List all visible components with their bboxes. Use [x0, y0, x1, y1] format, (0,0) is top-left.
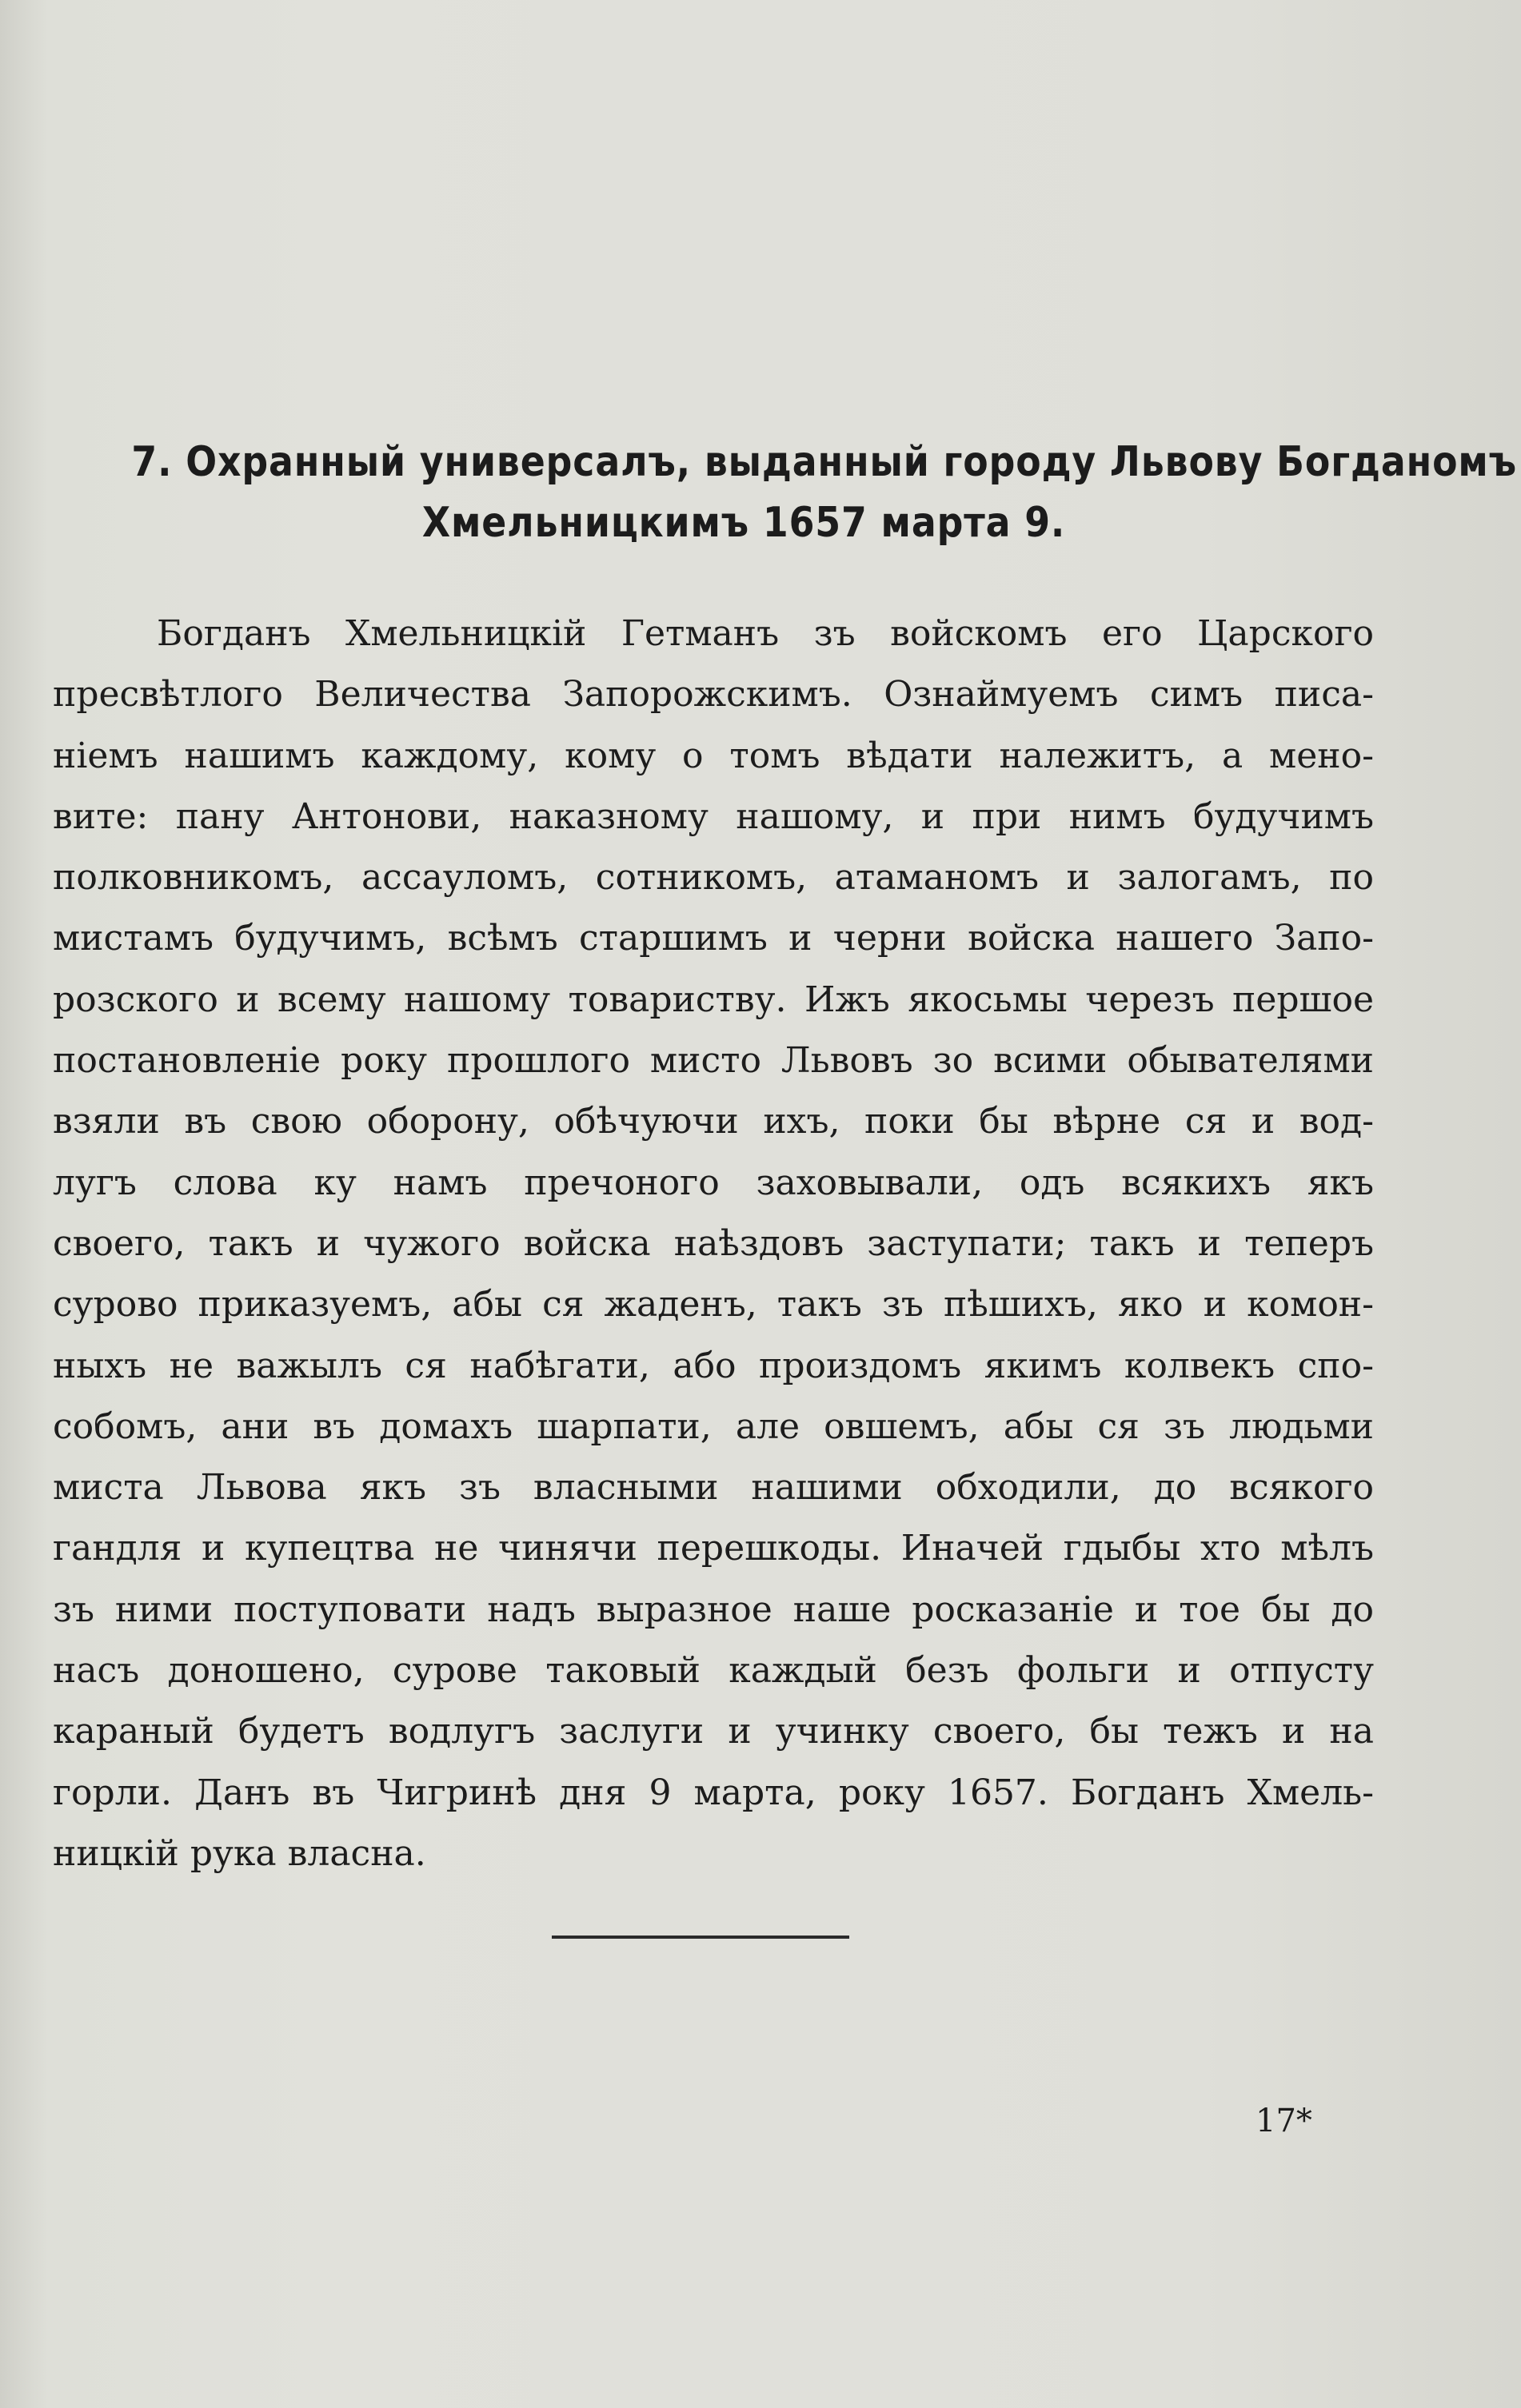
- text-line: вите: пану Антонови, наказному нашому, и при нимъ будучимъ: [53, 795, 1374, 837]
- heading-line-1: 7. Охранный универсалъ, выданный городу Львову Богданомъ: [131, 438, 1517, 486]
- page-number: 17*: [1256, 2103, 1312, 2139]
- text-line: взяли въ свою оборону, обѣчуючи ихъ, поки бы вѣрне ся и вод-: [53, 1101, 1374, 1142]
- document-heading: [131, 432, 1517, 553]
- body-paragraph: [53, 604, 1374, 1884]
- heading-line-2: Хмельницкимъ 1657 марта 9.: [421, 499, 1066, 547]
- text-line: постановленіе року прошлого мисто Львовъ зо всими обывателями: [53, 1040, 1374, 1082]
- text-line: насъ доношено, сурове таковый каждый безъ фольги и отпусту: [53, 1650, 1374, 1692]
- text-line: лугъ слова ку намъ пречоного заховывали, одъ всякихъ якъ: [53, 1162, 1374, 1203]
- text-line: ницкій рука власна.: [53, 1832, 426, 1874]
- text-line: караный будетъ водлугъ заслуги и учинку своего, бы тежъ и на: [53, 1711, 1374, 1752]
- text-line: горли. Данъ въ Чигринѣ дня 9 марта, року 1657. Богданъ Хмель-: [53, 1772, 1374, 1813]
- text-line: миста Львова якъ зъ власными нашими обходили, до всякого: [53, 1467, 1374, 1509]
- text-line: пресвѣтлого Величества Запорожскимъ. Ознаймуемъ симъ писа-: [53, 674, 1374, 716]
- text-line: гандля и купецтва не чинячи перешкоды. Иначей гдыбы хто мѣлъ: [53, 1528, 1374, 1569]
- text-line: полковникомъ, ассауломъ, сотникомъ, атаманомъ и залогамъ, по: [53, 857, 1374, 899]
- text-line: собомъ, ани въ домахъ шарпати, але овшемъ, абы ся зъ людьми: [53, 1405, 1374, 1447]
- text-line: своего, такъ и чужого войска наѣздовъ заступати; такъ и теперъ: [53, 1222, 1374, 1264]
- text-line: сурово приказуемъ, абы ся жаденъ, такъ зъ пѣшихъ, яко и комон-: [53, 1284, 1374, 1326]
- text-line: зъ ними поступовати надъ выразное наше росказаніе и тое бы до: [53, 1589, 1374, 1630]
- text-line: ныхъ не важылъ ся набѣгати, або произдомъ якимъ колвекъ спо-: [53, 1345, 1374, 1386]
- text-line: ніемъ нашимъ каждому, кому о томъ вѣдати належитъ, а мено-: [53, 735, 1374, 776]
- text-line: розского и всему нашому товариству. Ижъ якосьмы черезъ першое: [53, 979, 1374, 1020]
- text-line: мистамъ будучимъ, всѣмъ старшимъ и черни войска нашего Запо-: [53, 918, 1374, 959]
- section-divider: [552, 1936, 849, 1939]
- text-line: Богданъ Хмельницкій Гетманъ зъ войскомъ его Царского: [157, 613, 1374, 654]
